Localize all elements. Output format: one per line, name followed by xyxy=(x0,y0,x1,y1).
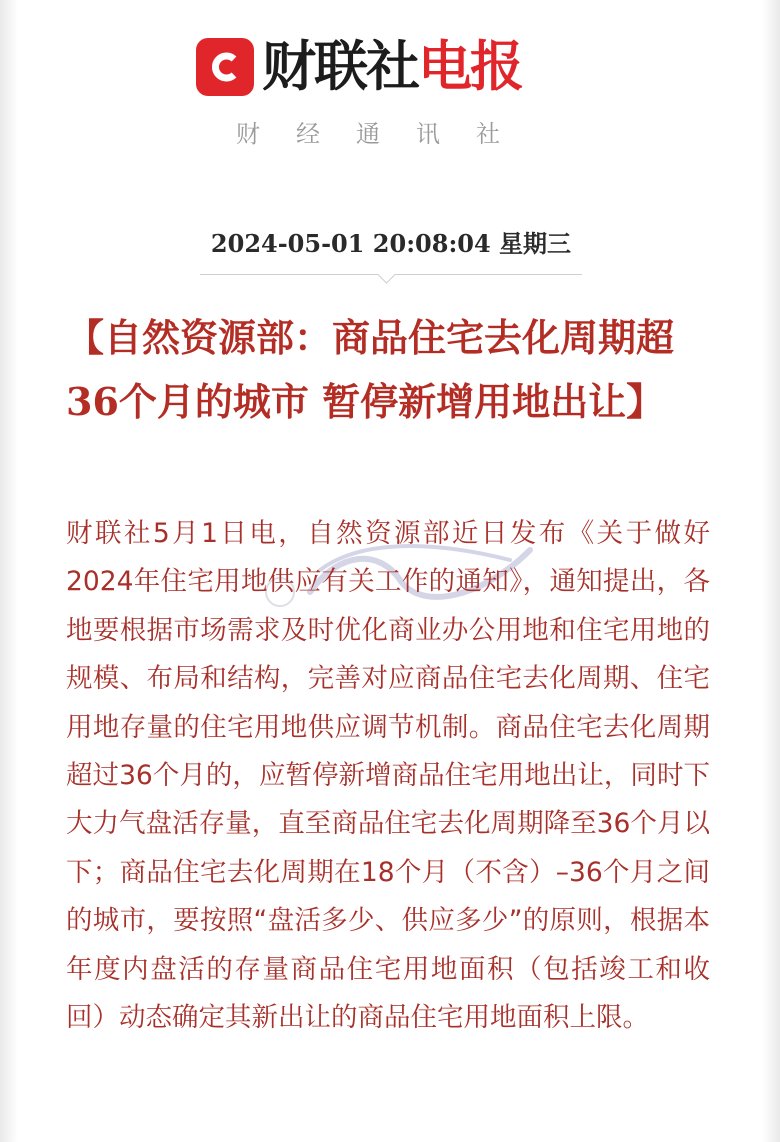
post-datetime: 2024-05-01 20:08:04 星期三 xyxy=(210,229,572,258)
brand-name: 财联社 xyxy=(262,35,418,98)
timestamp-pointer xyxy=(377,265,395,283)
timestamp-box xyxy=(200,222,582,275)
masthead xyxy=(0,0,780,190)
post-headline: 【自然资源部：商品住宅去化周期超36个月的城市 暂停新增用地出让】 xyxy=(66,315,675,424)
brand-logo xyxy=(196,32,522,102)
brand-accent: 电报 xyxy=(418,35,522,98)
cls-logo-icon xyxy=(196,38,254,96)
tagline: 财经通讯社 xyxy=(236,120,536,148)
post-body: 财联社5月1日电，自然资源部近日发布《关于做好2024年住宅用地供应有关工作的通知》，通知提出，各地要根据市场需求及时优化商业办公用地和住宅用地的规模、布局和结构，完善对应商品住宅去化周期、住宅用地存量的住宅用地供应调节机制。商品住宅去化周期超过36个月的，应暂停新增商品住宅用地出让，同时下大力气盘活存量，直至商品住宅去化周期降至36个月以下；商品住宅去化周期在18个月（不含）–36个月之间的城市，要按照“盘活多少、供应多少”的原则，根据本年度内盘活的存量商品住宅用地面积（包括竣工和收回）动态确定其新出让的商品住宅用地面积上限。 xyxy=(66,518,710,1034)
